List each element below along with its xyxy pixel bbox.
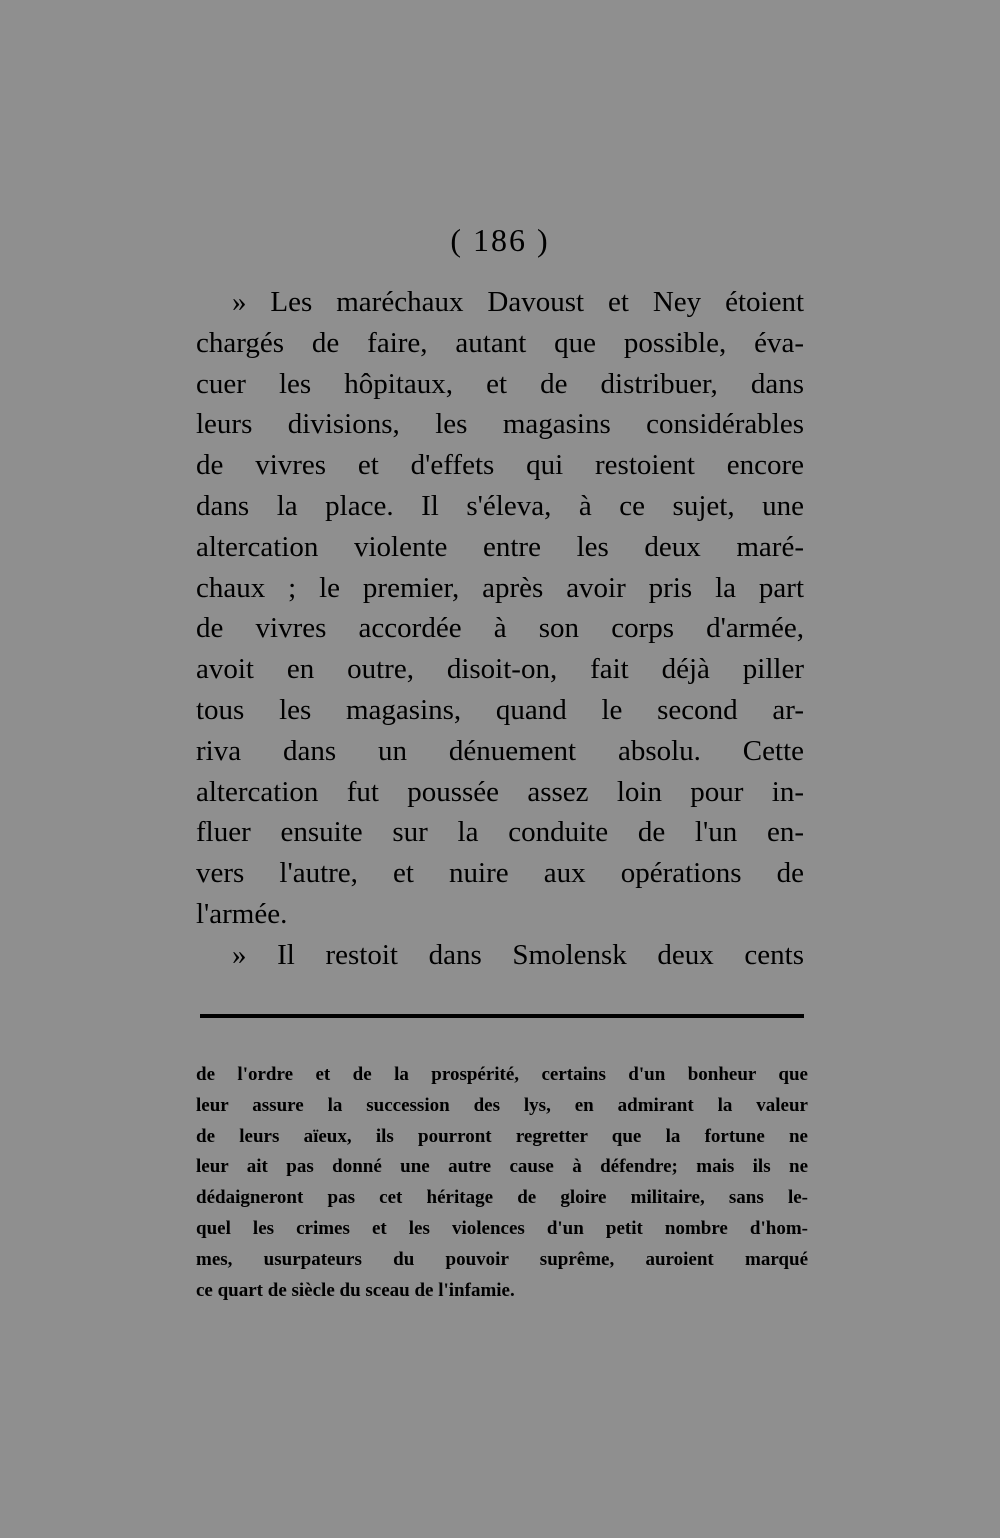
footnote-line: de leurs aïeux, ils pourront regretter que la fortune ne xyxy=(196,1125,808,1147)
text-line: altercation violente entre les deux maré- xyxy=(196,530,804,563)
text-line: dans la place. Il s'éleva, à ce sujet, une xyxy=(196,489,804,522)
text-line: de vivres accordée à son corps d'armée, xyxy=(196,612,804,645)
footnote-line: leur assure la succession des lys, en admirant la valeur xyxy=(196,1094,808,1116)
text-line: leurs divisions, les magasins considérables xyxy=(196,408,804,441)
text-line: chaux ; le premier, après avoir pris la part xyxy=(196,571,804,604)
text-line: » Il restoit dans Smolensk deux cents xyxy=(232,938,804,971)
text-line: tous les magasins, quand le second ar- xyxy=(196,693,804,726)
text-line: fluer ensuite sur la conduite de l'un en- xyxy=(196,816,804,849)
footnote-line: quel les crimes et les violences d'un petit nombre d'hom- xyxy=(196,1217,808,1239)
main-text xyxy=(196,282,804,976)
text-line: chargés de faire, autant que possible, éva- xyxy=(196,326,804,359)
text-line: de vivres et d'effets qui restoient encore xyxy=(196,449,804,482)
text-line: vers l'autre, et nuire aux opérations de xyxy=(196,857,804,890)
footnote-line: de l'ordre et de la prospérité, certains d'un bonheur que xyxy=(196,1064,808,1085)
text-line: altercation fut poussée assez loin pour in- xyxy=(196,775,804,808)
text-line: l'armée. xyxy=(196,897,288,930)
text-line: avoit en outre, disoit-on, fait déjà piller xyxy=(196,653,804,686)
footnote-divider xyxy=(200,1014,804,1018)
footnote xyxy=(196,1060,808,1306)
footnote-line: mes, usurpateurs du pouvoir suprême, auroient marqué xyxy=(196,1248,808,1270)
text-line: cuer les hôpitaux, et de distribuer, dans xyxy=(196,367,804,400)
page-number: ( 186 ) xyxy=(450,222,550,258)
text-line: » Les maréchaux Davoust et Ney étoient xyxy=(232,286,804,318)
text-line: riva dans un dénuement absolu. Cette xyxy=(196,734,804,767)
footnote-line: leur ait pas donné une autre cause à défendre; mais ils ne xyxy=(196,1156,808,1178)
footnote-line: dédaigneront pas cet héritage de gloire militaire, sans le- xyxy=(196,1187,808,1209)
footnote-line: ce quart de siècle du sceau de l'infamie. xyxy=(196,1279,515,1301)
